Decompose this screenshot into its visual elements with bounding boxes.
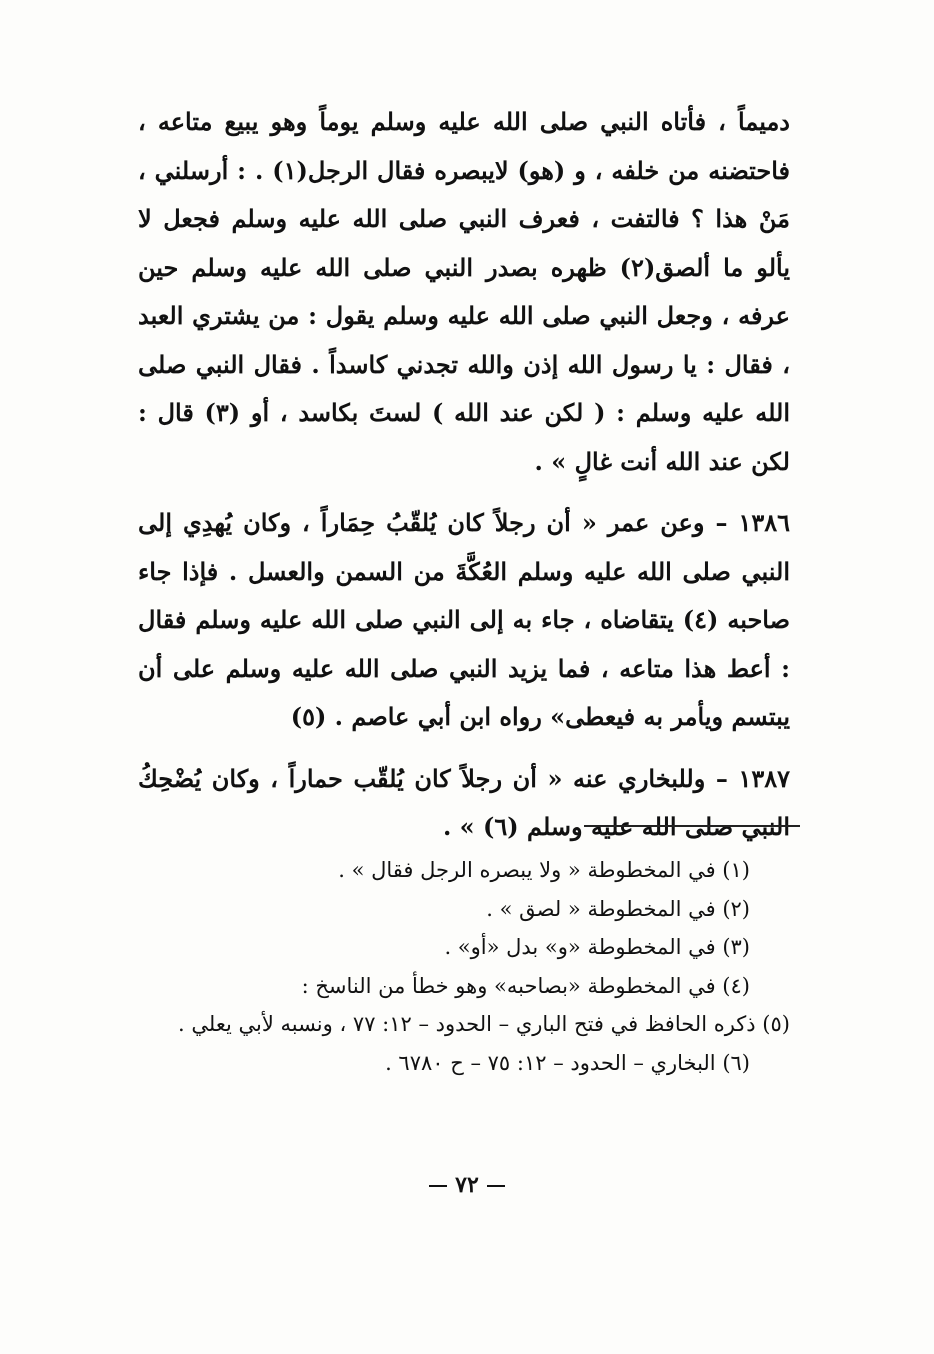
footnote-separator [584, 825, 800, 827]
footnote-6: (٦) البخاري – الحدود – ١٢: ٧٥ – ح ٦٧٨٠ . [385, 1050, 750, 1075]
paragraph-continuation: دميماً ، فأتاه النبي صلى الله عليه وسلم يوماً وهو يبيع متاعه ، فاحتضنه من خلفه ، و (هو) لايبصره فقال الرجل(١) . : أرسلني ، مَنْ هذا ؟ فالتفت ، فعرف النبي صلى الله عليه وسلم فجعل لا يألو ما ألصق(٢) ظهره بصدر النبي صلى الله عليه وسلم حين عرفه ، وجعل النبي صلى الله عليه وسلم يقول : من يشتري العبد ، فقال : يا رسول الله إذن والله تجدني كاسداً . فقال النبي صلى الله عليه وسلم : ( لكن عند الله ) لستَ بكاسد ، أو (٣) قال : لكن عند الله أنت غالٍ » . [138, 107, 790, 476]
page-number: ٧٢ [455, 1172, 479, 1198]
paragraph-hadith-1386: ١٣٨٦ – وعن عمر « أن رجلاً كان يُلقّبُ حِمَاراً ، وكان يُهدِي إلى النبي صلى الله عليه وسلم العُكَّةَ من السمن والعسل . فإذا جاء صاحبه (٤) يتقاضاه ، جاء به إلى النبي صلى الله عليه وسلم فقال : أعط هذا متاعه ، فما يزيد النبي صلى الله عليه وسلم على أن يبتسم ويأمر به فيعطى» رواه ابن أبي عاصم . (٥) [138, 508, 790, 731]
footnote-2: (٢) في المخطوطة « لصق » . [486, 896, 750, 921]
footnote-1: (١) في المخطوطة « ولا يبصره الرجل فقال » . [338, 858, 750, 882]
page-number-dash-right [487, 1185, 505, 1187]
footnote-4: (٤) في المخطوطة «بصاحبه» وهو خطأ من الناسخ : [301, 973, 750, 998]
footnotes [138, 851, 790, 1082]
footnote-3: (٣) في المخطوطة «و» بدل «أو» . [444, 935, 750, 959]
main-text [138, 98, 790, 852]
paragraph-hadith-1387: ١٣٨٧ – وللبخاري عنه « أن رجلاً كان يُلقّب حماراً ، وكان يُضْحِكُ النبي صلى الله عليه وسلم (٦) » . [138, 763, 790, 841]
footnote-5: (٥) ذكره الحافظ في فتح الباري – الحدود – ١٢: ٧٧ ، ونسبه لأبي يعلي . [178, 1012, 790, 1036]
page-number-dash-left [429, 1185, 447, 1187]
page-number-footer [0, 1172, 934, 1198]
